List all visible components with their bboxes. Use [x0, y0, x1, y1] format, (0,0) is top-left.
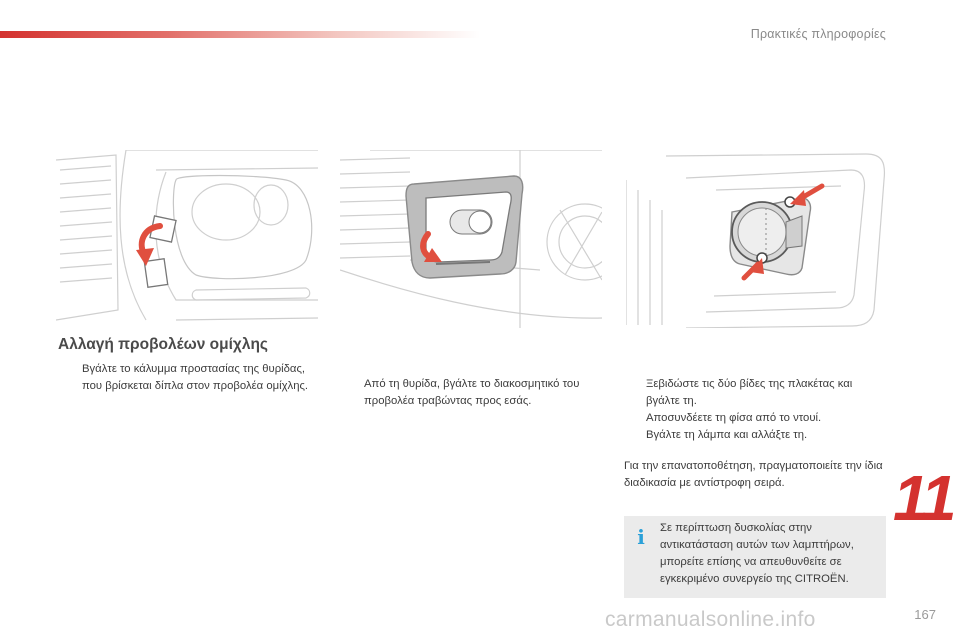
header-accent-bar [0, 31, 480, 38]
step-unscrew-plate [624, 376, 886, 410]
step-text: Αποσυνδέετε τη φίσα από το ντουί. [646, 412, 822, 424]
step-remove-cover [60, 361, 310, 395]
step-text: Ξεβιδώστε τις δύο βίδες της πλακέτας και βγάλτε τη. [646, 378, 853, 407]
illustration-remove-cover [56, 150, 318, 328]
step-disconnect-plug [624, 410, 886, 427]
info-box [624, 516, 886, 598]
step-text: Βγάλτε τη λάμπα και αλλάξτε τη. [646, 429, 808, 441]
watermark: carmanualsonline.info [605, 608, 816, 631]
illustration-remove-trim [340, 150, 602, 328]
header-title: Πρακτικές πληροφορίες [750, 27, 886, 41]
step-replace-bulb [624, 427, 886, 444]
step-remove-trim [342, 376, 612, 410]
step-text: Από τη θυρίδα, βγάλτε το διακοσμητικό του προβολέα τραβώντας προς εσάς. [364, 378, 580, 407]
section-title: Αλλαγή προβολέων ομίχλης [58, 336, 268, 353]
chapter-number: 11 [893, 462, 954, 534]
refit-note: Για την επανατοποθέτηση, πραγματοποιείτε την ίδια διαδικασία με αντίστροφη σειρά. [624, 460, 883, 489]
illustration-unscrew-plate [626, 150, 888, 328]
info-text: Σε περίπτωση δυσκολίας στην αντικατάσταση αυτών των λαμπτήρων, μπορείτε επίσης να απευθυνθείτε σε εγκεκριμένο συνεργείο της CITROËN. [660, 522, 854, 585]
info-icon: i [637, 525, 645, 549]
page-number: 167 [914, 607, 936, 622]
step-text: Βγάλτε το κάλυμμα προστασίας της θυρίδας, που βρίσκεται δίπλα στον προβολέα ομίχλης. [82, 363, 309, 392]
